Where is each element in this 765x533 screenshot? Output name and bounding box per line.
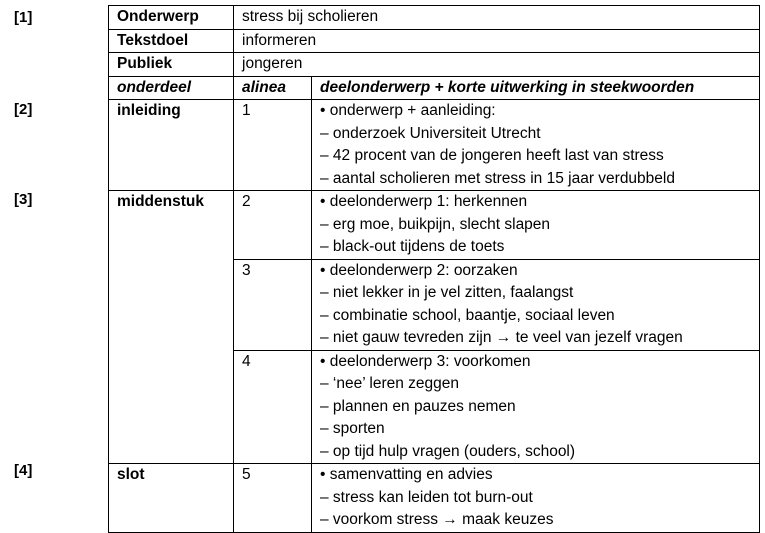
section-marker-3: [3] xyxy=(14,191,33,208)
meta-row-onderwerp xyxy=(109,6,760,30)
list-item: – plannen en pauzes nemen xyxy=(320,397,516,415)
list-item: – stress kan leiden tot burn-out xyxy=(320,488,533,506)
alinea-number: 2 xyxy=(234,191,312,260)
header-alinea: alinea xyxy=(234,76,312,100)
list-item: • deelonderwerp 2: oorzaken xyxy=(320,261,518,279)
alinea-number: 4 xyxy=(234,350,312,464)
uitwerking-cell xyxy=(312,100,760,191)
section-marker-2: [2] xyxy=(14,101,33,118)
part-label: inleiding xyxy=(109,100,234,191)
list-item: – 42 procent van de jongeren heeft last van stress xyxy=(320,147,664,164)
table-row xyxy=(109,100,760,191)
header-onderdeel: onderdeel xyxy=(109,76,234,100)
list-item: • samenvatting en advies xyxy=(320,466,493,483)
alinea-number: 3 xyxy=(234,259,312,350)
list-item: – voorkom stress → maak keuzes xyxy=(320,511,554,528)
header-uitwerking: deelonderwerp + korte uitwerking in steekwoorden xyxy=(312,76,760,100)
list-item: – niet lekker in je vel zitten, faalangst xyxy=(320,284,574,301)
meta-label: Publiek xyxy=(109,53,234,77)
list-item: – erg moe, buikpijn, slecht slapen xyxy=(320,215,551,233)
table-row xyxy=(109,464,760,533)
uitwerking-cell xyxy=(312,464,760,533)
meta-value: stress bij scholieren xyxy=(234,6,760,30)
list-item: – op tijd hulp vragen (ouders, school) xyxy=(320,442,576,460)
list-item: • deelonderwerp 3: voorkomen xyxy=(320,352,531,370)
section-marker-1: [1] xyxy=(14,9,33,26)
list-item: – onderzoek Universiteit Utrecht xyxy=(320,124,541,142)
meta-label: Onderwerp xyxy=(109,6,234,30)
list-item: – sporten xyxy=(320,420,385,437)
meta-row-publiek xyxy=(109,53,760,77)
uitwerking-cell xyxy=(312,259,760,350)
header-row xyxy=(109,76,760,100)
list-item: • deelonderwerp 1: herkennen xyxy=(320,193,528,210)
list-item: – aantal scholieren met stress in 15 jaar verdubbeld xyxy=(320,169,675,187)
list-item: – black-out tijdens de toets xyxy=(320,238,505,255)
uitwerking-cell xyxy=(312,350,760,464)
meta-value: jongeren xyxy=(234,53,760,77)
meta-value: informeren xyxy=(234,29,760,53)
section-marker-4: [4] xyxy=(14,462,33,479)
alinea-number: 5 xyxy=(234,464,312,533)
part-label: middenstuk xyxy=(109,191,234,260)
part-label: slot xyxy=(109,464,234,533)
meta-label: Tekstdoel xyxy=(109,29,234,53)
table-row xyxy=(109,259,760,350)
table-row xyxy=(109,191,760,260)
uitwerking-cell xyxy=(312,191,760,260)
list-item: – ‘nee’ leren zeggen xyxy=(320,375,460,392)
list-item: – combinatie school, baantje, sociaal leven xyxy=(320,306,615,324)
alinea-number: 1 xyxy=(234,100,312,191)
table-row xyxy=(109,350,760,464)
part-label-empty xyxy=(109,259,234,350)
part-label-empty xyxy=(109,350,234,464)
schrijfplan-table xyxy=(108,5,760,533)
list-item: • onderwerp + aanleiding: xyxy=(320,102,496,119)
list-item: – niet gauw tevreden zijn → te veel van jezelf vragen xyxy=(320,329,683,346)
meta-row-tekstdoel xyxy=(109,29,760,53)
